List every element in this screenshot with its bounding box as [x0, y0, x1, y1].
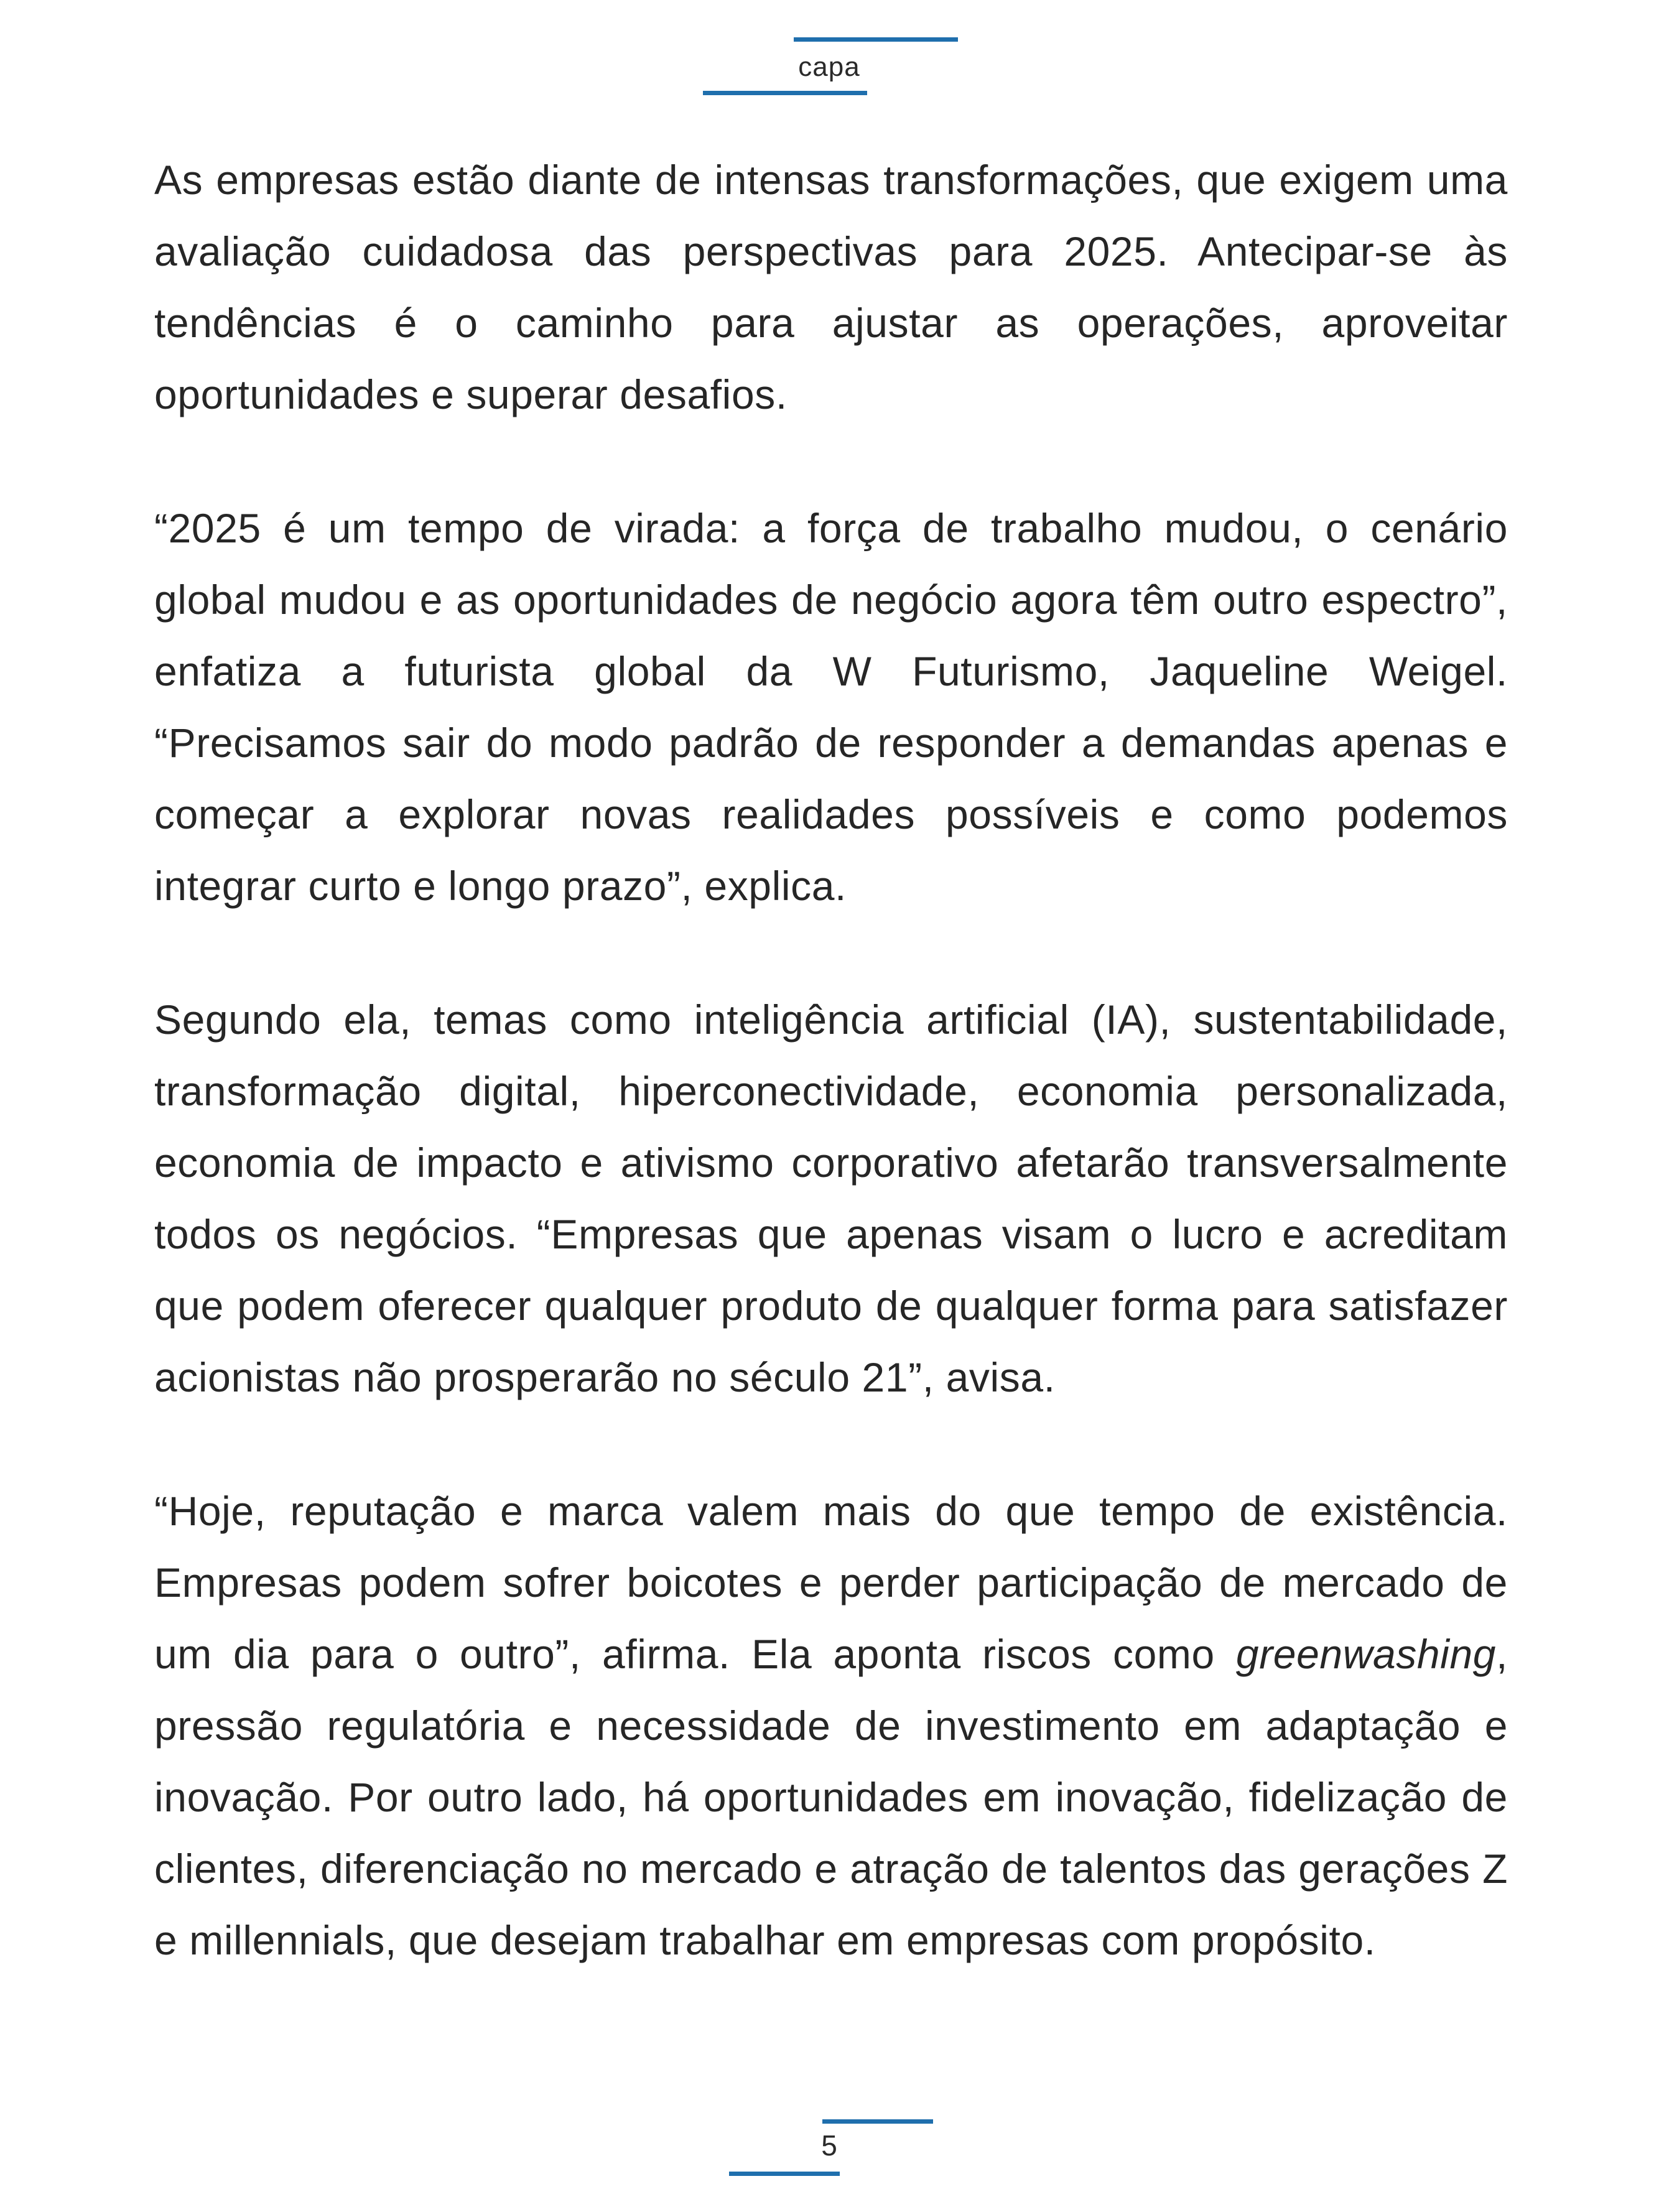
footer-rule-top	[822, 2119, 933, 2124]
article-body	[154, 144, 1508, 1976]
paragraph-4-text-a: “Hoje, reputação e marca valem mais do que tempo de existência. Empresas podem sofrer boicotes e perder participação de mercado de um dia para o outro”, afirma. Ela aponta riscos como	[154, 1488, 1508, 1677]
paragraph-3: Segundo ela, temas como inteligência artificial (IA), sustentabilidade, transformação digital, hiperconectividade, economia personalizada, economia de impacto e ativismo corporativo afetarão transversalmente todos os negócios. “Empresas que apenas visam o lucro e acreditam que podem oferecer qualquer produto de qualquer forma para satisfazer acionistas não prosperarão no século 21”, avisa.	[154, 997, 1508, 1400]
page-number: 5	[821, 2129, 837, 2162]
section-label: capa	[798, 52, 860, 82]
paragraph-2: “2025 é um tempo de virada: a força de trabalho mudou, o cenário global mudou e as oportunidades de negócio agora têm outro espectro”, enfatiza a futurista global da W Futurismo, Jaqueline Weigel. “Precisamos sair do modo padrão de responder a demandas apenas e começar a explorar novas realidades possíveis e como podemos integrar curto e longo prazo”, explica.	[154, 505, 1508, 909]
footer-rule-bottom	[729, 2172, 840, 2176]
header-rule-bottom	[703, 91, 867, 95]
paragraph-1: As empresas estão diante de intensas transformações, que exigem uma avaliação cuidadosa das perspectivas para 2025. Antecipar-se às tendências é o caminho para ajustar as operações, aproveitar oportunidades e superar desafios.	[154, 157, 1508, 417]
header-rule-top	[794, 37, 958, 42]
paragraph-4-italic-term: greenwashing	[1235, 1631, 1497, 1677]
paragraph-4	[154, 1475, 1508, 1976]
paragraph-4-text-b: , pressão regulatória e necessidade de investimento em adaptação e inovação. Por outro lado, há oportunidades em inovação, fidelização de clientes, diferenciação no mercado e atração de talentos das gerações Z e millennials, que desejam trabalhar em empresas com propósito.	[154, 1631, 1508, 1963]
